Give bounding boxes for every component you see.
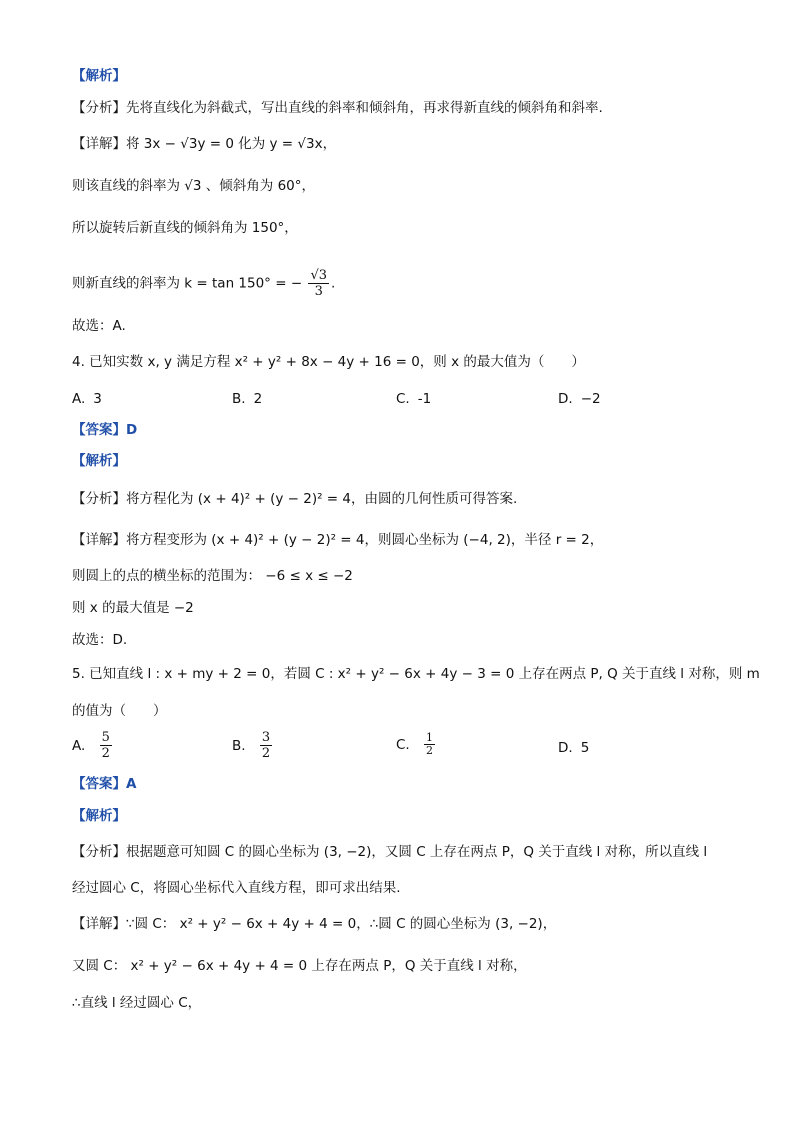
question-5-cont: 的值为（ ） (72, 703, 167, 719)
new-slope-text: 则新直线的斜率为 k = tan 150° = − $\frac{√3}{3}$ . (72, 268, 336, 299)
fraction-denominator: 3 (314, 284, 323, 299)
angle-text: 所以旋转后新直线的倾斜角为 150°， (72, 220, 298, 236)
q5-detail-3: ∴直线 l 经过圆心 C， (72, 995, 202, 1011)
q4-detail: 【详解】将方程变形为 (x + 4)² + (y − 2)² = 4，则圆心坐标为 (−4, 2)，半径 r = 2， (72, 532, 604, 548)
answer-label-q4: 【答案】D (72, 422, 138, 438)
q4-option-c: C. -1 (396, 391, 432, 407)
slope-text: 则该直线的斜率为 √3 、倾斜角为 60°， (72, 178, 315, 194)
q5-analysis: 【分析】根据题意可知圆 C 的圆心坐标为 (3, −2)，又圆 C 上存在两点 P，Q 关于直线 l 对称，所以直线 l (72, 844, 708, 860)
q4-option-d: D. −2 (558, 391, 601, 407)
q4-option-a: A. 3 (72, 391, 102, 407)
q5-option-a: A. $\frac{5}{2}$ (72, 730, 110, 761)
q5-option-b: B. $\frac{3}{2}$ (232, 730, 271, 761)
q5-analysis-cont: 经过圆心 C，将圆心坐标代入直线方程，即可求出结果. (72, 880, 401, 896)
q5-detail: 【详解】∵圆 C： x² + y² − 6x + 4y + 4 = 0，∴圆 C 的圆心坐标为 (3, −2)， (72, 916, 557, 932)
fraction-numerator: √3 (310, 268, 327, 283)
q4-option-b: B. 2 (232, 391, 263, 407)
q4-choice: 故选：D. (72, 632, 128, 648)
section-label-analysis-q5: 【解析】 (72, 808, 126, 824)
q4-range: 则圆上的点的横坐标的范围为： −6 ≤ x ≤ −2 (72, 568, 353, 584)
q4-analysis: 【分析】将方程化为 (x + 4)² + (y − 2)² = 4，由圆的几何性质可得答案. (72, 491, 518, 507)
section-label-analysis-q4: 【解析】 (72, 453, 126, 469)
new-slope-prefix: 则新直线的斜率为 k = tan 150° = − (72, 275, 303, 292)
choice-result: 故选：A. (72, 318, 126, 334)
q5-detail-2: 又圆 C： x² + y² − 6x + 4y + 4 = 0 上存在两点 P，Q 关于直线 l 对称， (72, 958, 527, 974)
question-5: 5. 已知直线 l : x + my + 2 = 0，若圆 C : x² + y² − 6x + 4y − 3 = 0 上存在两点 P, Q 关于直线 l 对称，则 m (72, 666, 760, 682)
q4-max: 则 x 的最大值是 −2 (72, 600, 194, 616)
detail-text: 【详解】将 3x − √3y = 0 化为 y = √3x， (72, 136, 337, 152)
q5-option-c: C. $\frac{1}{2}$ (396, 731, 434, 757)
q5-option-d: D. 5 (558, 740, 590, 756)
question-4: 4. 已知实数 x, y 满足方程 x² + y² + 8x − 4y + 16 = 0，则 x 的最大值为（ ） (72, 354, 585, 370)
section-label-analysis: 【解析】 (72, 68, 126, 84)
analysis-text: 【分析】先将直线化为斜截式，写出直线的斜率和倾斜角，再求得新直线的倾斜角和斜率. (72, 100, 603, 116)
fraction-sqrt3-over-3 (308, 268, 329, 299)
answer-label-q5: 【答案】A (72, 776, 137, 792)
